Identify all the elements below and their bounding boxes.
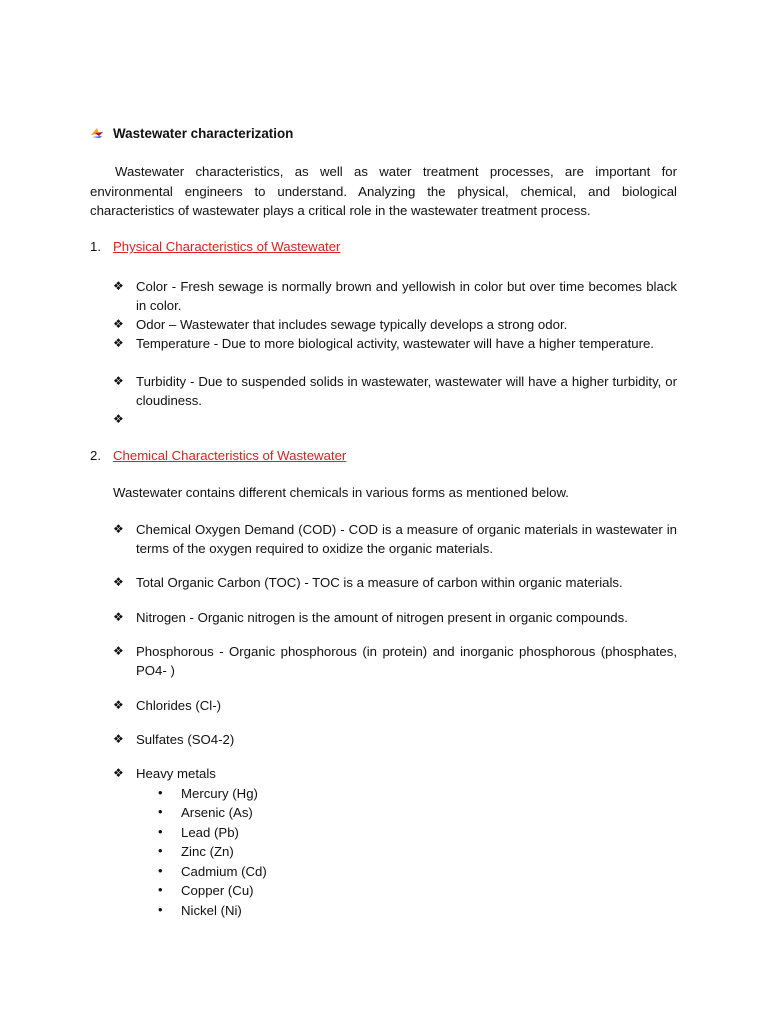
diamond-bullet-icon: ❖ [113,644,124,658]
list-item: ❖ Sulfates (SO4-2) [113,730,677,749]
list-item: ❖ Total Organic Carbon (TOC) - TOC is a measure of carbon within organic materials. [113,573,677,592]
list-item: ❖ Turbidity - Due to suspended solids in wastewater, wastewater will have a higher turbidity, or cloudiness. [113,374,677,409]
bullet-dot-icon: • [158,902,163,917]
list-item: ❖ Heavy metals [113,764,677,783]
colorful-bullet-icon [90,127,104,139]
diamond-bullet-icon: ❖ [113,522,124,536]
bullet-dot-icon: • [158,882,163,897]
metal-list-item: • Arsenic (As) [158,804,253,820]
list-item: ❖ Odor – Wastewater that includes sewage typically develops a strong odor. [113,315,677,334]
intro-paragraph: Wastewater characteristics, as well as water treatment processes, are important for environmental engineers to understand. Analyzing the physical, chemical, and biological characteristics of wastewater plays a critical role in the wastewater treatment process. [90,164,677,218]
metal-list-item: • Lead (Pb) [158,824,239,840]
diamond-bullet-icon: ❖ [113,732,124,746]
diamond-bullet-icon: ❖ [113,279,124,293]
chemical-title-link[interactable]: Chemical Characteristics of Wastewater [113,448,347,463]
list-item: ❖ Temperature - Due to more biological activity, wastewater will have a higher temperature. [113,334,677,353]
physical-title-link[interactable]: Physical Characteristics of Wastewater [113,239,341,254]
metal-list-item: • Zinc (Zn) [158,843,234,859]
section-physical-title: 1. Physical Characteristics of Wastewater [90,239,341,254]
bullet-dot-icon: • [158,843,163,858]
section-chemical-title: 2. Chemical Characteristics of Wastewater [90,448,347,463]
metal-list-item: • Cadmium (Cd) [158,863,267,879]
diamond-bullet-icon: ❖ [113,698,124,712]
metal-list-item: • Mercury (Hg) [158,785,258,801]
bullet-dot-icon: • [158,824,163,839]
list-item: ❖ Nitrogen - Organic nitrogen is the amount of nitrogen present in organic compounds. [113,608,677,627]
diamond-bullet-icon: ❖ [113,766,124,780]
diamond-bullet-icon: ❖ [113,575,124,589]
diamond-bullet-icon: ❖ [113,317,124,331]
metal-list-item: • Copper (Cu) [158,882,254,898]
list-item: ❖ Chlorides (Cl-) [113,696,677,715]
list-item: ❖ Chemical Oxygen Demand (COD) - COD is a measure of organic materials in wastewater in terms of the oxygen required to oxidize the organic materials. [113,522,677,557]
chemical-intro: Wastewater contains different chemicals in various forms as mentioned below. [113,485,569,500]
bullet-dot-icon: • [158,785,163,800]
diamond-bullet-icon: ❖ [113,336,124,350]
metal-list-item: • Nickel (Ni) [158,902,242,918]
diamond-bullet-icon: ❖ [113,610,124,624]
section-heading [90,126,293,141]
list-item: ❖ Phosphorous - Organic phosphorous (in protein) and inorganic phosphorous (phosphates, PO4- ) [113,644,677,679]
list-item: ❖ Color - Fresh sewage is normally brown and yellowish in color but over time becomes black in color. [113,279,677,314]
diamond-bullet-icon: ❖ [113,412,124,426]
bullet-dot-icon: • [158,863,163,878]
bullet-dot-icon: • [158,804,163,819]
heading-text: Wastewater characterization [113,126,294,141]
diamond-bullet-icon: ❖ [113,374,124,388]
